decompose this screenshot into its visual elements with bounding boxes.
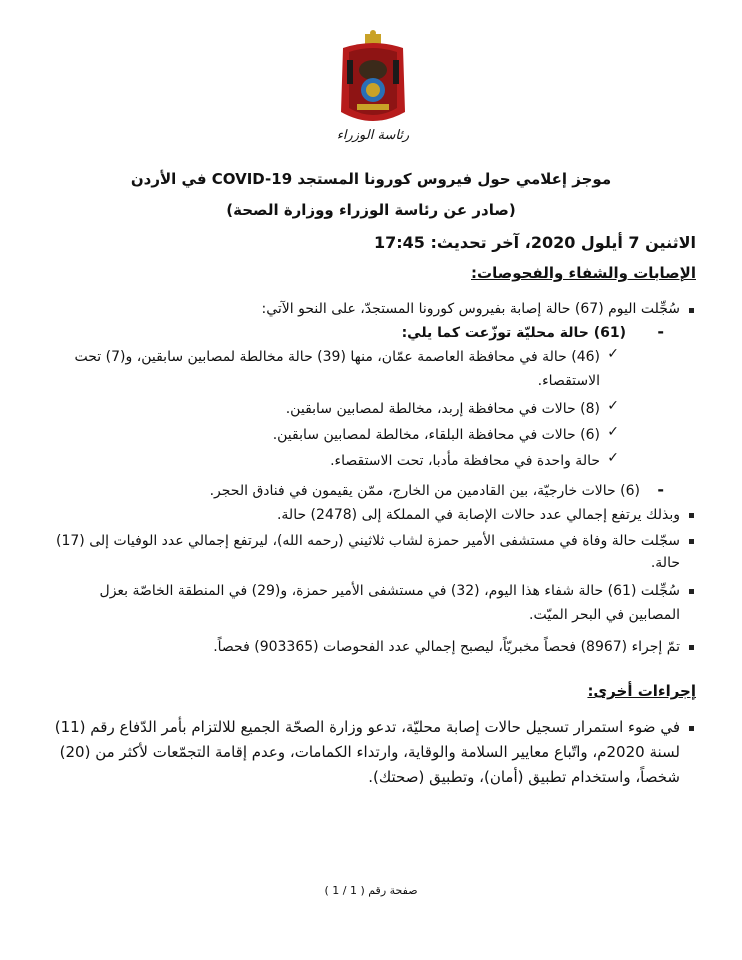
measures-paragraph-line1: في ضوء استمرار تسجيل حالات إصابة محليّة، تدعو وزارة الصحّة الجميع للالتزام بأمر الدّفاع رقم (11) xyxy=(54,718,680,736)
amman-cases-line: (46) حالة في محافظة العاصمة عمّان، منها (39) حالة مخالطة لمصابين سابقين، و(7) تحت xyxy=(74,349,600,365)
dash-icon: - xyxy=(657,322,664,341)
checkmark-icon: ✓ xyxy=(607,424,619,440)
madaba-cases-line: حالة واحدة في محافظة مأدبا، تحت الاستقصاء. xyxy=(330,453,600,469)
amman-cases-line-cont: الاستقصاء. xyxy=(537,373,600,389)
bullet-square-icon xyxy=(689,589,694,594)
balqa-cases-line: (6) حالات في محافظة البلقاء، مخالطة لمصابين سابقين. xyxy=(272,427,600,443)
section-heading-cases: الإصابات والشفاء والفحوصات: xyxy=(471,264,696,282)
total-cases-line: وبذلك يرتفع إجمالي عدد حالات الإصابة في المملكة إلى (2478) حالة. xyxy=(276,507,680,523)
section-heading-measures: إجراءات أخرى: xyxy=(587,682,696,700)
emblem-caption: رئاسة الوزراء xyxy=(336,128,410,143)
recoveries-line-cont: المصابين في البحر الميّت. xyxy=(529,607,680,623)
checkmark-icon: ✓ xyxy=(607,346,619,362)
checkmark-icon: ✓ xyxy=(607,450,619,466)
checkmark-icon: ✓ xyxy=(607,398,619,414)
bullet-square-icon xyxy=(689,513,694,518)
cases-today-line: سُجِّلت اليوم (67) حالة إصابة بفيروس كورونا المستجدّ، على النحو الآتي: xyxy=(261,301,680,317)
irbid-cases-line: (8) حالات في محافظة إربد، مخالطة لمصابين سابقين. xyxy=(285,401,600,417)
external-cases-line: (6) حالات خارجيّة، بين القادمين من الخارج، ممّن يقيمون في فنادق الحجر. xyxy=(209,483,640,499)
bullet-square-icon xyxy=(689,539,694,544)
bullet-square-icon xyxy=(689,645,694,650)
page-number: صفحة رقم ( 1 / 1 ) xyxy=(324,884,418,897)
measures-paragraph-line3: شخصاً، واستخدام تطبيق (أمان)، وتطبيق (صحتك). xyxy=(368,768,680,786)
local-cases-line: (61) حالة محليّة توزّعت كما يلي: xyxy=(401,325,626,341)
document-title: موجز إعلامي حول فيروس كورونا المستجد COVID-19 في الأردن xyxy=(130,170,612,188)
death-case-line-cont: حالة. xyxy=(650,555,680,571)
bullet-square-icon xyxy=(689,308,694,313)
document-subtitle: (صادر عن رئاسة الوزراء ووزارة الصحة) xyxy=(226,201,516,219)
death-case-line: سجّلت حالة وفاة في مستشفى الأمير حمزة لشاب ثلاثيني (رحمه الله)، ليرتفع إجمالي عدد الوفيات إلى (17) xyxy=(55,533,680,549)
measures-paragraph-line2: لسنة 2020م، واتّباع معايير السلامة والوقاية، وارتداء الكمامات، وعدم إقامة التجمّعات لأكثر من (20) xyxy=(59,743,680,761)
recoveries-line: سُجِّلت (61) حالة شفاء هذا اليوم، (32) في مستشفى الأمير حمزة، و(29) في المنطقة الخاصّة بعزل xyxy=(99,583,680,599)
dash-icon: - xyxy=(657,480,664,499)
bullet-square-icon xyxy=(689,726,694,731)
date-line: الاثنين 7 أيلول 2020، آخر تحديث: 17:45 xyxy=(373,233,696,252)
tests-line: تمّ إجراء (8967) فحصاً مخبريّاً، ليصبح إجمالي عدد الفحوصات (903365) فحصاً. xyxy=(213,639,680,655)
